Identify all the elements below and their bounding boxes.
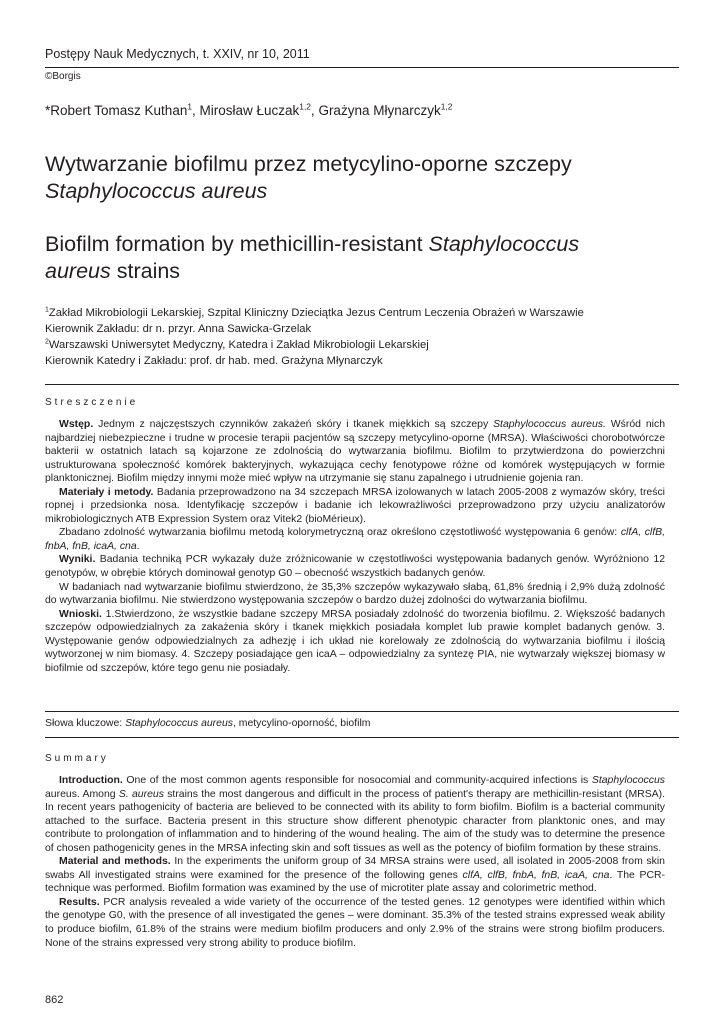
title-polish-line2: Staphylococcus aureus bbox=[45, 179, 268, 203]
keyword-species: Staphylococcus aureus bbox=[125, 718, 233, 729]
affiliation-text: Kierownik Zakładu: dr n. przyr. Anna Sawicka-Grzelak bbox=[45, 323, 312, 335]
section-rule bbox=[45, 384, 679, 385]
author-affiliation-mark: 1,2 bbox=[440, 101, 453, 112]
summary-paragraph bbox=[45, 896, 665, 950]
abstract-paragraph bbox=[45, 581, 665, 608]
paragraph-text: . The PCR-technique was performed. Biofilm formation was examined by the use of microtiter plate assay and colorimetric method. bbox=[45, 869, 665, 895]
author-name: Grażyna Młynarczyk bbox=[318, 103, 441, 118]
paragraph-label: Wstęp. bbox=[59, 419, 94, 430]
title-english-text: strains bbox=[110, 259, 181, 283]
paragraph-text: Zbadano zdolność wytwarzania biofilmu metodą kolorymetryczną oraz określono częstotliwość występowania 6 genów: bbox=[59, 527, 621, 539]
keywords-text: , metycylino-oporność, biofilm bbox=[232, 718, 371, 729]
affiliations bbox=[45, 305, 685, 369]
author-separator: , bbox=[310, 103, 319, 118]
abstract-english bbox=[45, 774, 665, 950]
paragraph-text: In the experiments the uniform group of 34 MRSA strains were used, all isolated in 2005-2008 from skin swabs All investigated strains were examined for the presence of the following genes bbox=[45, 856, 665, 881]
header-rule bbox=[45, 67, 679, 68]
author-name: Mirosław Łuczak bbox=[199, 103, 300, 118]
keywords-label: Słowa kluczowe: bbox=[45, 718, 126, 729]
paragraph-text: PCR analysis revealed a wide variety of the occurrence of the tested genes. 12 genotypes were identified within which the genotype G0, with the presence of all investigated the genes – were dominant. 35.3% of the tested strains expressed weak ability to produce biofilm, 61.8% of the strains were medium biofilm producers and only 2.9% of the strains were strong biofilm producers. None of the strains expressed very strong ability to produce biofilm. bbox=[45, 896, 665, 949]
summary-paragraph bbox=[45, 855, 665, 896]
gene-list: clfA, clfB, fnbA, fnB, icaA, cna bbox=[45, 527, 666, 552]
paragraph-text: 1.Stwierdzono, że wszystkie badane szczepy MRSA posiadały zdolność do tworzenia biofilmu. 2. Większość badanych szczepów odpowiedzialnych za zakażenia skóry i tkanek miękkich posiadała komplet lub prawie komplet badanych genów. 3. Występowanie genów odpowiedzialnych za adhezję i ich układ nie korelowały ze zdolnością do wytwarzania biofilmu i ilością wytworzonej w nim biomasy. 4. Szczepy posiadające gen icaA – odpowiedzialny za syntezę PIA, nie wytwarzały większej biomasy w biofilmie od szczepów, które tego genu nie posiadały. bbox=[45, 608, 665, 674]
streszczenie-heading: Streszczenie bbox=[45, 397, 139, 408]
authors bbox=[45, 103, 452, 118]
abstract-paragraph bbox=[45, 553, 665, 580]
gene-list: clfA, clfB, fnbA, fnB, icaA, cna bbox=[462, 869, 610, 881]
affiliation-line bbox=[45, 305, 685, 321]
title-english-italic: Staphylococcus bbox=[428, 232, 580, 256]
summary-heading: Summary bbox=[45, 753, 109, 764]
paragraph-label: Materiały i metody. bbox=[59, 486, 154, 498]
paragraph-label: Wyniki. bbox=[59, 554, 96, 566]
affiliation-line bbox=[45, 321, 685, 337]
abstract-paragraph bbox=[45, 486, 665, 527]
abstract-paragraph bbox=[45, 418, 665, 486]
paragraph-label: Wnioski. bbox=[59, 608, 102, 620]
species-name: Staphylococcus aureus. bbox=[493, 419, 606, 430]
affiliation-text: Zakład Mikrobiologii Lekarskiej, Szpital Kliniczny Dzieciątka Jezus Centrum Leczenia Obrażeń w Warszawie bbox=[48, 307, 584, 319]
author-affiliation-mark: 1,2 bbox=[299, 101, 311, 112]
summary-paragraph bbox=[45, 774, 665, 855]
paragraph-text: Badania techniką PCR wykazały duże zróżnicowanie w częstotliwości występowania badanych genów. Wyróżniono 12 genotypów, w obrębie których dominował genotyp G0 – obecność wszystkich badanych genów. bbox=[45, 554, 665, 580]
affiliation-text: Warszawski Uniwersytet Medyczny, Katedra i Zakład Mikrobiologii Lekarskiej bbox=[48, 339, 429, 351]
abstract-paragraph bbox=[45, 526, 665, 553]
paragraph-text: Wśród nich najbardziej niebezpieczne i trudne w procesie terapii pacjentów są szczepy metycylino-oporne (MRSA). Właściwości chorobotwórcze bakterii w ostatnich latach są kojarzone ze zdolnością do wytwarzania biofilmu. Biofilm to przytwierdzona do powierzchni ustrukturowana społeczność komórek bakteryjnych, wykazująca cechy fenotypowe różne od komórek występujących w formie planktonicznej. Biofilm między innymi może mieć wpływ na utrzymanie się stanu zapalnego i utrudnienie gojenia ran. bbox=[45, 419, 666, 485]
title-polish-line1: Wytwarzanie biofilmu przez metycylino-oporne szczepy bbox=[45, 152, 572, 176]
paragraph-text: Badania przeprowadzono na 34 szczepach MRSA izolowanych w latach 2005-2008 z wymazów skóry, treści ropnej i przedsionka nosa. Identyfikację szczepów i badanie ich lekowrażliwości przeprowadzono przy użyciu analizatorów mikrobiologicznych ATB Expression System oraz Vitek2 (bioMérieux). bbox=[45, 486, 665, 525]
paragraph-text: W badaniach nad wytwarzanie biofilmu stwierdzono, że 35,3% szczepów wykazywało słabą, 61,8% średnią i 2,9% dużą zdolność do wytwarzania biofilmu. Nie stwierdzono występowania szczepów o bardzo dużej zdolności do wytwarzania biofilmu. bbox=[45, 581, 665, 607]
author-separator: , bbox=[192, 103, 200, 118]
paragraph-text: Jednym z najczęstszych czynników zakażeń skóry i tkanek miękkich są szczepy bbox=[93, 419, 494, 430]
title-english-italic: aureus bbox=[45, 259, 111, 283]
paragraph-label: Material and methods. bbox=[59, 856, 171, 868]
keywords-rule-bottom bbox=[45, 737, 679, 738]
abstract-paragraph bbox=[45, 608, 665, 676]
species-name: S. aureus bbox=[118, 788, 164, 800]
author-name: *Robert Tomasz Kuthan bbox=[45, 103, 188, 118]
affiliation-text: Kierownik Katedry i Zakładu: prof. dr hab. med. Grażyna Młynarczyk bbox=[45, 355, 383, 367]
page-number: 862 bbox=[45, 994, 64, 1006]
paragraph-text: One of the most common agents responsible for nosocomial and community-acquired infections is bbox=[122, 775, 592, 786]
affiliation-line bbox=[45, 337, 685, 353]
paragraph-label: Results. bbox=[59, 896, 100, 908]
paragraph-label: Introduction. bbox=[59, 775, 123, 786]
title-polish bbox=[45, 151, 685, 205]
copyright: ©Borgis bbox=[45, 71, 81, 82]
paragraph-text: . bbox=[136, 540, 140, 552]
title-english bbox=[45, 231, 685, 285]
affiliation-mark: 1 bbox=[45, 306, 49, 314]
author-affiliation-mark: 1 bbox=[187, 101, 192, 112]
affiliation-line bbox=[45, 353, 685, 369]
affiliation-mark: 2 bbox=[45, 338, 49, 346]
keywords bbox=[45, 718, 370, 729]
title-english-text: Biofilm formation by methicillin-resistant bbox=[45, 232, 429, 256]
keywords-rule-top bbox=[45, 711, 679, 712]
paragraph-text: aureus. Among bbox=[45, 788, 119, 800]
species-name: Staphylococcus bbox=[591, 775, 665, 786]
paragraph-text: strains the most dangerous and difficult in the process of patient's therapy are methicillin-resistant (MRSA). In recent years pathogenicity of bacteria are believed to be connected with its ability to form biofilm. Biofilm is a bacterial community attached to the surface. Bacteria present in this structure show different phenotypic character from planktonic ones, and may contribute to prolongation of inflammation and to hindering of the wound healing. The aim of the study was to determine the presence of chosen pathogenicity genes in the MRSA infecting skin and soft tissues as well as the potency of biofilm formation by these strains. bbox=[45, 788, 665, 854]
abstract-polish bbox=[45, 418, 665, 675]
journal-header: Postępy Nauk Medycznych, t. XXIV, nr 10, 2011 bbox=[45, 47, 310, 61]
